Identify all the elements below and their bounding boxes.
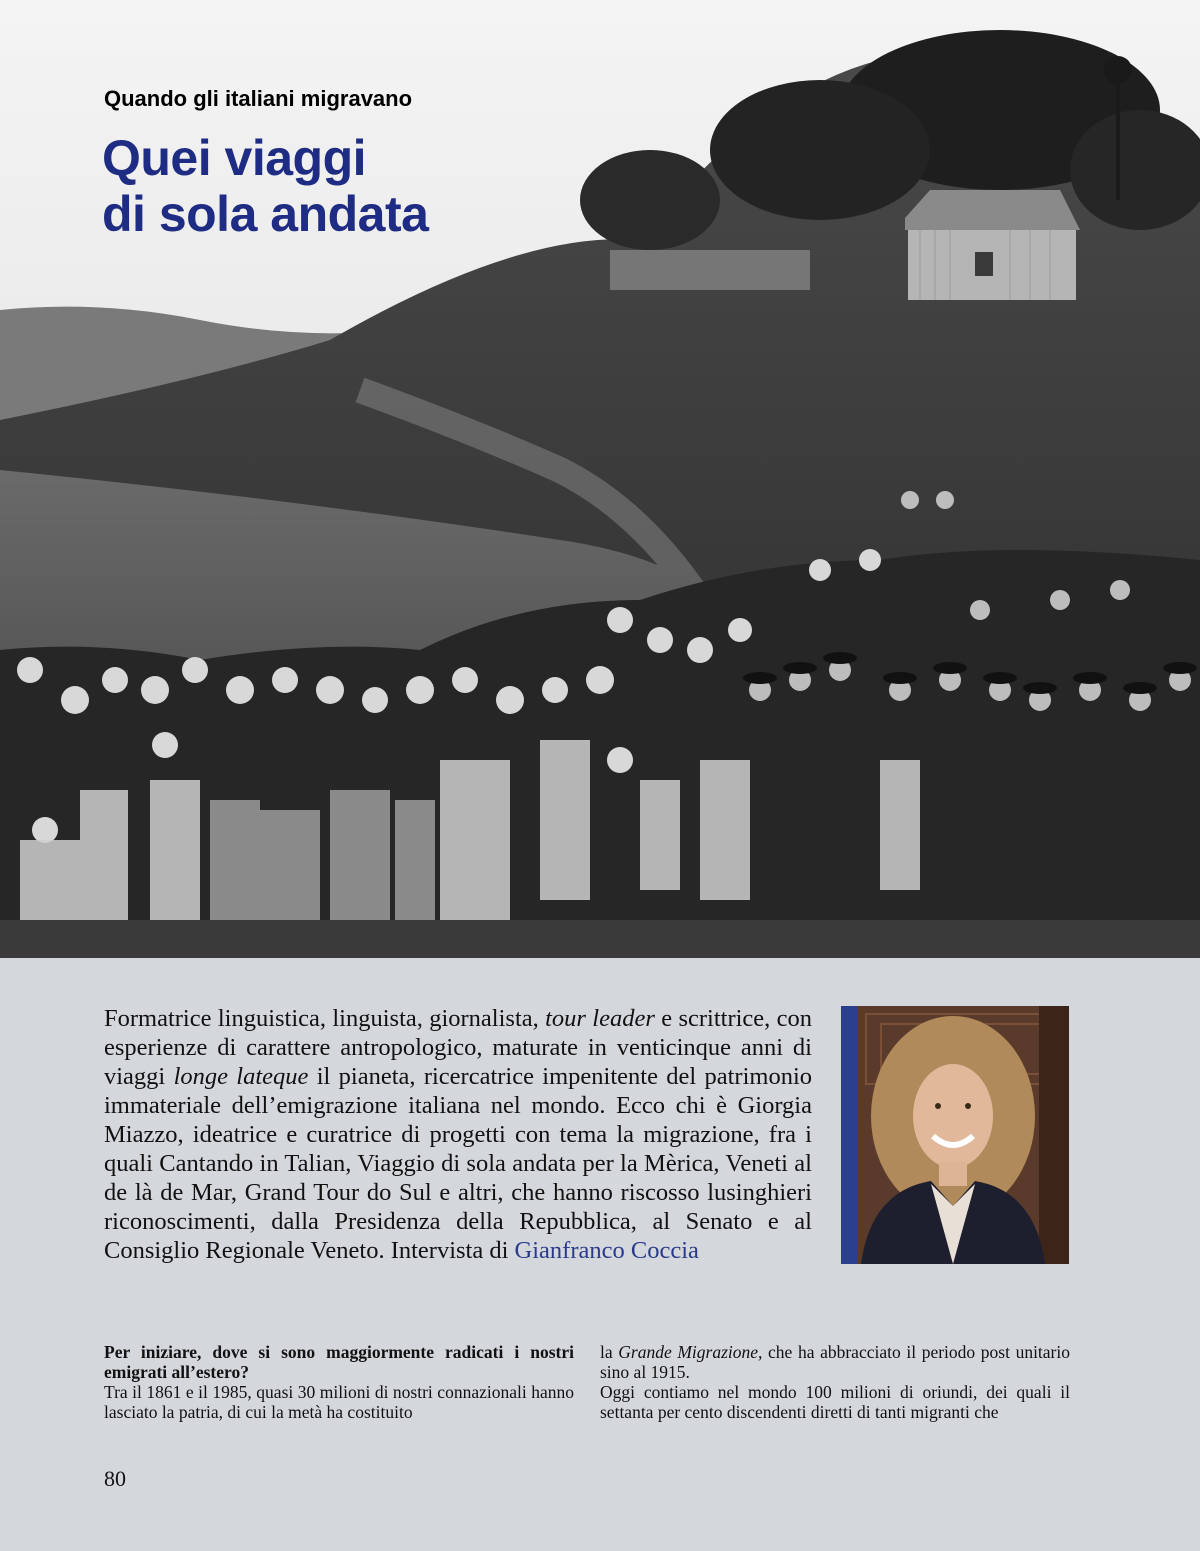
article-headline [102, 130, 428, 242]
answer-emphasis: Grande Migrazione, [618, 1342, 763, 1362]
intro-paragraph [104, 1004, 812, 1265]
portrait-photo [841, 1006, 1069, 1264]
section-kicker: Quando gli italiani migravano [104, 86, 413, 111]
article-column-right [600, 1342, 1070, 1422]
interview-answer: Tra il 1861 e il 1985, quasi 30 milioni di nostri connazionali hanno lasciato la patria, di cui la metà ha costituito [104, 1382, 574, 1422]
intro-emphasis-1: tour leader [545, 1005, 655, 1032]
article-column-left [104, 1342, 574, 1422]
interview-question: Per iniziare, dove si sono maggiormente radicati i nostri emigrati all’estero? [104, 1342, 574, 1382]
intro-text-1: Formatrice linguistica, linguista, giornalista, [104, 1005, 546, 1032]
answer-rest: che ha abbracciato il periodo post unitario sino al 1915. [600, 1342, 1070, 1382]
headline-line-2: di sola andata [102, 186, 429, 242]
page-number: 80 [104, 1466, 126, 1491]
answer-continuation [600, 1342, 1070, 1382]
answer-lead: la [600, 1342, 619, 1362]
intro-text-2: e scrittrice, con esperienze di carattere antropologico, maturate in venticinque anni di viaggi [104, 1005, 812, 1090]
answer-paragraph-2: Oggi contiamo nel mondo 100 milioni di oriundi, dei quali il settanta per cento discendenti diretti di tanti migranti che [600, 1382, 1070, 1422]
intro-emphasis-2: longe lateque [173, 1063, 309, 1090]
headline-line-1: Quei viaggi [102, 130, 367, 186]
intro-text-3: il pianeta, ricercatrice impenitente del patrimonio immateriale dell’emigrazione italiana nel mondo. Ecco chi è Giorgia Miazzo, ideatrice e curatrice di progetti con tema la migrazione, fra i quali Cantando in Talian, Viaggio di sola andata per la Mèrica, Veneti al de là de Mar, Grand Tour do Sul e altri, che hanno riscosso lusinghieri riconoscimenti, dalla Presidenza della Repubblica, al Senato e al Consiglio Regionale Veneto. Intervista di [104, 1063, 813, 1264]
author-name: Gianfranco Coccia [514, 1237, 699, 1264]
